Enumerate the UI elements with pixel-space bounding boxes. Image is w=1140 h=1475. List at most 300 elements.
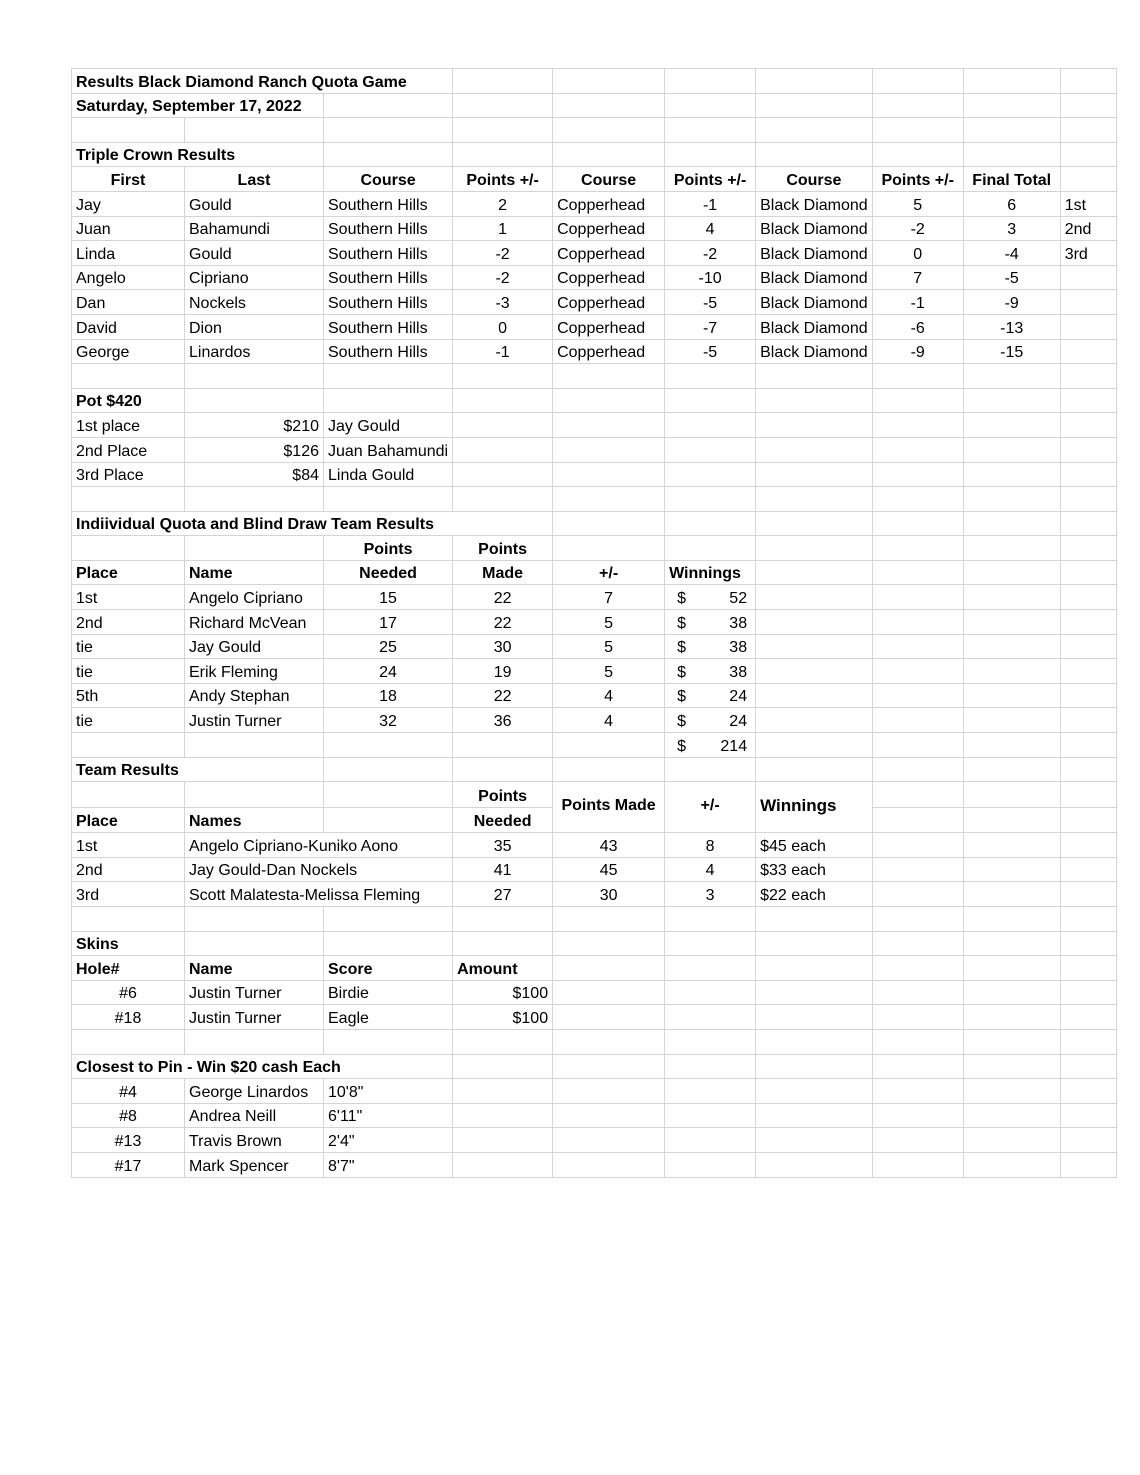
empty-cell — [872, 93, 963, 118]
winnings: $33 each — [756, 857, 873, 882]
empty-cell — [665, 413, 756, 438]
prize-amount: $84 — [185, 462, 324, 487]
place: 2nd — [72, 857, 185, 882]
empty-cell — [963, 413, 1060, 438]
points: 5 — [872, 191, 963, 216]
column-header: Amount — [453, 956, 553, 981]
winnings-amount: 38 — [729, 663, 748, 681]
winnings-amount: 38 — [729, 639, 748, 657]
points-made: 19 — [453, 659, 553, 684]
player-name: Erik Fleming — [185, 659, 324, 684]
player-name: Jay Gould — [185, 634, 324, 659]
individual-row — [72, 708, 1117, 733]
empty-cell — [553, 388, 665, 413]
empty-cell — [665, 1029, 756, 1054]
empty-cell — [963, 833, 1060, 858]
points: -6 — [872, 314, 963, 339]
empty-cell — [453, 733, 553, 758]
points: -7 — [665, 314, 756, 339]
team-names: Scott Malatesta-Melissa Fleming — [185, 882, 453, 907]
winnings — [665, 708, 756, 733]
winnings-amount: 24 — [729, 713, 748, 731]
triple-crown-row — [72, 216, 1117, 241]
player-name: Angelo Cipriano — [185, 585, 324, 610]
place: tie — [72, 659, 185, 684]
empty-cell — [872, 610, 963, 635]
empty-cell — [185, 782, 324, 808]
empty-cell — [963, 142, 1060, 167]
empty-cell — [185, 907, 324, 932]
spacer-row — [72, 487, 1117, 512]
first-name: George — [72, 339, 185, 364]
final-total: -4 — [963, 241, 1060, 266]
points-needed: 41 — [453, 857, 553, 882]
empty-cell — [665, 93, 756, 118]
empty-cell — [1060, 782, 1116, 808]
course: Southern Hills — [324, 290, 453, 315]
empty-cell — [1060, 907, 1116, 932]
empty-cell — [553, 1079, 665, 1104]
empty-cell — [185, 536, 324, 561]
empty-cell — [185, 733, 324, 758]
empty-cell — [453, 757, 553, 782]
column-header: Points +/- — [453, 167, 553, 192]
points: -5 — [665, 290, 756, 315]
team-heading: Team Results — [72, 757, 324, 782]
final-total: 6 — [963, 191, 1060, 216]
empty-cell — [872, 462, 963, 487]
empty-cell — [963, 462, 1060, 487]
empty-cell — [665, 1152, 756, 1177]
empty-cell — [872, 511, 963, 536]
first-name: David — [72, 314, 185, 339]
last-name: Nockels — [185, 290, 324, 315]
currency-symbol: $ — [677, 737, 686, 755]
individual-heading: Indiividual Quota and Blind Draw Team Results — [72, 511, 553, 536]
place-label: 2nd Place — [72, 437, 185, 462]
empty-cell — [1060, 1103, 1116, 1128]
empty-cell — [963, 1128, 1060, 1153]
empty-cell — [872, 585, 963, 610]
empty-cell — [453, 1128, 553, 1153]
prize-amount: $126 — [185, 437, 324, 462]
course: Southern Hills — [324, 216, 453, 241]
empty-cell — [324, 118, 453, 143]
course: Copperhead — [553, 265, 665, 290]
points: -1 — [872, 290, 963, 315]
empty-cell — [665, 980, 756, 1005]
place-label: 3rd Place — [72, 462, 185, 487]
empty-cell — [756, 634, 873, 659]
empty-cell — [453, 1054, 553, 1079]
place: 1st — [72, 585, 185, 610]
distance: 6'11" — [324, 1103, 453, 1128]
column-header: Needed — [453, 807, 553, 833]
empty-cell — [872, 142, 963, 167]
empty-cell — [963, 708, 1060, 733]
player-name: Justin Turner — [185, 1005, 324, 1030]
column-header: Place — [72, 560, 185, 585]
empty-cell — [1060, 807, 1116, 833]
place: tie — [72, 708, 185, 733]
empty-cell — [756, 931, 873, 956]
document-title: Results Black Diamond Ranch Quota Game — [72, 69, 453, 94]
first-name: Juan — [72, 216, 185, 241]
triple-crown-row — [72, 339, 1117, 364]
empty-cell — [963, 364, 1060, 389]
points: -10 — [665, 265, 756, 290]
empty-cell — [872, 931, 963, 956]
empty-cell — [963, 610, 1060, 635]
empty-cell — [185, 388, 324, 413]
empty-cell — [665, 931, 756, 956]
points: -9 — [872, 339, 963, 364]
final-total: -15 — [963, 339, 1060, 364]
team-header-row-top — [72, 782, 1117, 808]
empty-cell — [72, 118, 185, 143]
empty-cell — [963, 1029, 1060, 1054]
empty-cell — [1060, 956, 1116, 981]
empty-cell — [1060, 1029, 1116, 1054]
column-header: Name — [185, 956, 324, 981]
team-names: Angelo Cipriano-Kuniko Aono — [185, 833, 453, 858]
course: Black Diamond — [756, 290, 873, 315]
hole-number: #6 — [72, 980, 185, 1005]
course: Copperhead — [553, 290, 665, 315]
place: 5th — [72, 683, 185, 708]
empty-cell — [872, 1152, 963, 1177]
points: -2 — [872, 216, 963, 241]
empty-cell — [963, 388, 1060, 413]
course: Black Diamond — [756, 241, 873, 266]
empty-cell — [872, 437, 963, 462]
empty-cell — [963, 683, 1060, 708]
empty-cell — [756, 733, 873, 758]
column-header: Points Made — [553, 782, 665, 833]
empty-cell — [1060, 1128, 1116, 1153]
winnings-total — [665, 733, 756, 758]
empty-cell — [665, 907, 756, 932]
empty-cell — [1060, 413, 1116, 438]
points-made: 30 — [453, 634, 553, 659]
empty-cell — [872, 882, 963, 907]
empty-cell — [553, 118, 665, 143]
points: -5 — [665, 339, 756, 364]
empty-cell — [553, 1103, 665, 1128]
empty-cell — [756, 560, 873, 585]
points: 2 — [453, 191, 553, 216]
empty-cell — [553, 93, 665, 118]
empty-cell — [756, 118, 873, 143]
currency-symbol: $ — [677, 688, 686, 706]
empty-cell — [324, 782, 453, 808]
individual-row — [72, 683, 1117, 708]
empty-cell — [665, 956, 756, 981]
empty-cell — [872, 659, 963, 684]
empty-cell — [756, 69, 873, 94]
score: Eagle — [324, 1005, 453, 1030]
spacer-row — [72, 1029, 1117, 1054]
empty-cell — [665, 1128, 756, 1153]
empty-cell — [453, 907, 553, 932]
winnings: $45 each — [756, 833, 873, 858]
course: Southern Hills — [324, 265, 453, 290]
empty-cell — [453, 413, 553, 438]
empty-cell — [756, 93, 873, 118]
empty-cell — [963, 659, 1060, 684]
empty-cell — [963, 857, 1060, 882]
place: 3rd — [72, 882, 185, 907]
player-name: Andrea Neill — [185, 1103, 324, 1128]
empty-cell — [756, 659, 873, 684]
empty-cell — [872, 1128, 963, 1153]
winnings — [665, 683, 756, 708]
empty-cell — [324, 757, 453, 782]
winnings-amount: 52 — [729, 590, 748, 608]
winnings — [665, 634, 756, 659]
winnings-amount: 24 — [729, 688, 748, 706]
empty-cell — [72, 487, 185, 512]
empty-cell — [665, 757, 756, 782]
empty-cell — [756, 1054, 873, 1079]
empty-cell — [1060, 364, 1116, 389]
empty-cell — [1060, 634, 1116, 659]
last-name: Gould — [185, 191, 324, 216]
empty-cell — [453, 388, 553, 413]
empty-cell — [872, 560, 963, 585]
document-date: Saturday, September 17, 2022 — [72, 93, 324, 118]
empty-cell — [756, 1152, 873, 1177]
empty-cell — [872, 708, 963, 733]
column-header: First — [72, 167, 185, 192]
hole-number: #18 — [72, 1005, 185, 1030]
empty-cell — [1060, 142, 1116, 167]
course: Black Diamond — [756, 314, 873, 339]
column-header: Points — [453, 536, 553, 561]
empty-cell — [665, 1054, 756, 1079]
plus-minus: 4 — [553, 708, 665, 733]
skins-row — [72, 1005, 1117, 1030]
empty-cell — [963, 807, 1060, 833]
currency-symbol: $ — [677, 590, 686, 608]
spacer-row — [72, 364, 1117, 389]
points: 0 — [872, 241, 963, 266]
spacer-row — [72, 118, 1117, 143]
empty-cell — [665, 142, 756, 167]
column-header: Points — [453, 782, 553, 808]
currency-symbol: $ — [677, 663, 686, 681]
course: Black Diamond — [756, 216, 873, 241]
placing — [1060, 339, 1116, 364]
empty-cell — [553, 931, 665, 956]
empty-cell — [324, 364, 453, 389]
empty-cell — [453, 93, 553, 118]
empty-cell — [324, 1029, 453, 1054]
points-made: 30 — [553, 882, 665, 907]
empty-cell — [1060, 1079, 1116, 1104]
individual-total-row — [72, 733, 1117, 758]
empty-cell — [963, 93, 1060, 118]
triple-crown-row — [72, 191, 1117, 216]
empty-cell — [1060, 560, 1116, 585]
placing: 3rd — [1060, 241, 1116, 266]
empty-cell — [453, 462, 553, 487]
column-header: Hole# — [72, 956, 185, 981]
empty-cell — [872, 757, 963, 782]
column-header: Place — [72, 807, 185, 833]
empty-cell — [453, 1079, 553, 1104]
empty-cell — [72, 907, 185, 932]
skins-row — [72, 980, 1117, 1005]
empty-cell — [963, 69, 1060, 94]
player-name: Travis Brown — [185, 1128, 324, 1153]
empty-cell — [756, 1128, 873, 1153]
closest-row — [72, 1103, 1117, 1128]
empty-cell — [553, 487, 665, 512]
column-header: Last — [185, 167, 324, 192]
closest-heading: Closest to Pin - Win $20 cash Each — [72, 1054, 453, 1079]
first-name: Linda — [72, 241, 185, 266]
empty-cell — [963, 585, 1060, 610]
empty-cell — [756, 437, 873, 462]
empty-cell — [553, 1128, 665, 1153]
empty-cell — [756, 142, 873, 167]
plus-minus: 3 — [665, 882, 756, 907]
empty-cell — [553, 536, 665, 561]
points-needed: 24 — [324, 659, 453, 684]
empty-cell — [756, 610, 873, 635]
placing — [1060, 290, 1116, 315]
points-needed: 15 — [324, 585, 453, 610]
empty-cell — [963, 536, 1060, 561]
empty-cell — [665, 536, 756, 561]
empty-cell — [963, 1079, 1060, 1104]
empty-cell — [324, 487, 453, 512]
plus-minus: 5 — [553, 610, 665, 635]
empty-cell — [963, 956, 1060, 981]
empty-cell — [1060, 487, 1116, 512]
column-header: +/- — [665, 782, 756, 833]
empty-cell — [963, 1005, 1060, 1030]
empty-cell — [185, 931, 324, 956]
pot-row — [72, 462, 1117, 487]
column-header: Points +/- — [872, 167, 963, 192]
final-total: -9 — [963, 290, 1060, 315]
empty-cell — [1060, 585, 1116, 610]
plus-minus: 8 — [665, 833, 756, 858]
empty-cell — [1060, 1005, 1116, 1030]
empty-cell — [553, 511, 665, 536]
player-name: Justin Turner — [185, 980, 324, 1005]
empty-cell — [872, 857, 963, 882]
empty-cell — [872, 1103, 963, 1128]
player-name: Justin Turner — [185, 708, 324, 733]
empty-cell — [453, 364, 553, 389]
empty-cell — [665, 388, 756, 413]
hole-number: #13 — [72, 1128, 185, 1153]
empty-cell — [1060, 167, 1116, 192]
individual-row — [72, 659, 1117, 684]
triple-crown-row — [72, 265, 1117, 290]
points: 0 — [453, 314, 553, 339]
empty-cell — [1060, 610, 1116, 635]
empty-cell — [1060, 833, 1116, 858]
plus-minus: 4 — [553, 683, 665, 708]
course: Southern Hills — [324, 314, 453, 339]
empty-cell — [324, 93, 453, 118]
final-total: 3 — [963, 216, 1060, 241]
empty-cell — [872, 683, 963, 708]
first-name: Dan — [72, 290, 185, 315]
place: 2nd — [72, 610, 185, 635]
empty-cell — [665, 437, 756, 462]
points-needed: 18 — [324, 683, 453, 708]
empty-cell — [453, 931, 553, 956]
points-made: 43 — [553, 833, 665, 858]
empty-cell — [1060, 980, 1116, 1005]
plus-minus: 4 — [665, 857, 756, 882]
individual-row — [72, 634, 1117, 659]
empty-cell — [1060, 437, 1116, 462]
column-header: +/- — [553, 560, 665, 585]
points: -2 — [665, 241, 756, 266]
empty-cell — [665, 1103, 756, 1128]
empty-cell — [756, 683, 873, 708]
hole-number: #8 — [72, 1103, 185, 1128]
final-total: -5 — [963, 265, 1060, 290]
empty-cell — [756, 708, 873, 733]
empty-cell — [872, 980, 963, 1005]
placing — [1060, 314, 1116, 339]
empty-cell — [553, 462, 665, 487]
empty-cell — [1060, 1152, 1116, 1177]
first-name: Jay — [72, 191, 185, 216]
team-row — [72, 882, 1117, 907]
currency-symbol: $ — [677, 639, 686, 657]
empty-cell — [553, 956, 665, 981]
empty-cell — [324, 807, 453, 833]
empty-cell — [756, 1029, 873, 1054]
distance: 8'7" — [324, 1152, 453, 1177]
empty-cell — [872, 1029, 963, 1054]
points: -3 — [453, 290, 553, 315]
triple-crown-row — [72, 290, 1117, 315]
empty-cell — [756, 511, 873, 536]
empty-cell — [872, 1005, 963, 1030]
empty-cell — [1060, 118, 1116, 143]
points: -1 — [665, 191, 756, 216]
pot-row — [72, 413, 1117, 438]
empty-cell — [963, 757, 1060, 782]
empty-cell — [553, 69, 665, 94]
points: 4 — [665, 216, 756, 241]
empty-cell — [553, 1152, 665, 1177]
column-header: Course — [324, 167, 453, 192]
empty-cell — [963, 782, 1060, 808]
points-needed: 25 — [324, 634, 453, 659]
empty-cell — [1060, 708, 1116, 733]
closest-row — [72, 1152, 1117, 1177]
column-header: Score — [324, 956, 453, 981]
individual-header-row-top — [72, 536, 1117, 561]
points-needed: 35 — [453, 833, 553, 858]
empty-cell — [756, 1005, 873, 1030]
empty-cell — [453, 1029, 553, 1054]
triple-crown-heading: Triple Crown Results — [72, 142, 324, 167]
empty-cell — [872, 907, 963, 932]
empty-cell — [453, 487, 553, 512]
placing: 1st — [1060, 191, 1116, 216]
